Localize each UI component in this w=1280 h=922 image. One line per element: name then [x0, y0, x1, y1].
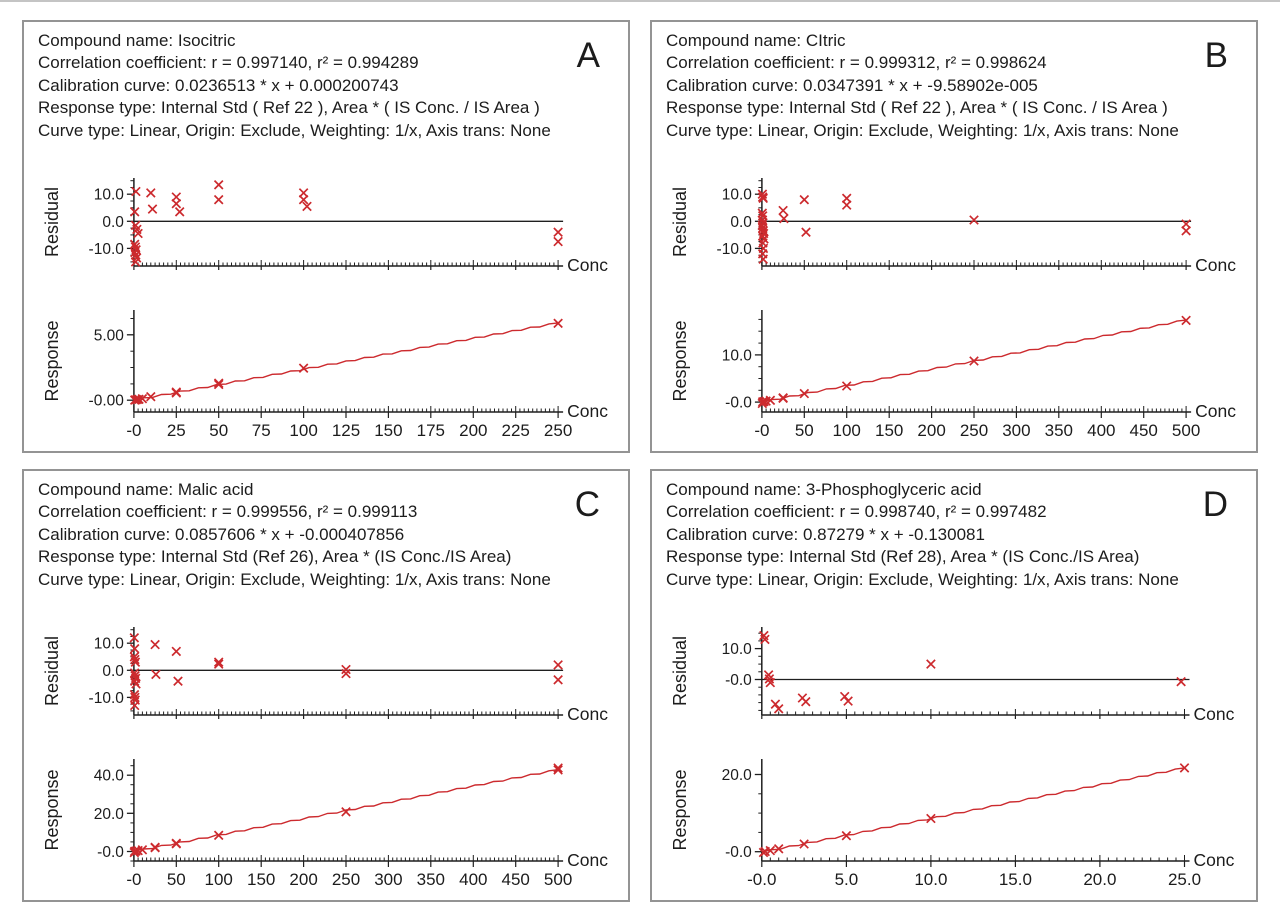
- axis-titles: [670, 770, 1235, 871]
- x-tick-label: 225: [501, 421, 530, 441]
- x-tick-label: 400: [459, 870, 488, 890]
- y-axis-title: Response: [42, 320, 62, 402]
- x-tick-label: 250: [543, 421, 573, 441]
- x-tick-label: 500: [543, 870, 573, 890]
- data-point-marker: [1177, 678, 1185, 686]
- data-point-marker: [151, 640, 159, 648]
- response-type: Response type: Internal Std (Ref 26), Area * (IS Conc./IS Area): [38, 547, 512, 567]
- data-point-marker: [927, 814, 935, 822]
- y-tick-label: -10.0: [88, 240, 124, 258]
- x-tick-label: 50: [794, 421, 814, 441]
- calibration-curve-equation: Calibration curve: 0.0236513 * x + 0.000200743: [38, 75, 399, 95]
- x-tick-label: 150: [247, 870, 276, 890]
- data-point-marker: [215, 181, 223, 189]
- y-tick-label: 20.0: [93, 805, 124, 823]
- data-point-marker: [802, 228, 810, 236]
- panel-header: [38, 30, 628, 142]
- ticks: [94, 766, 573, 889]
- x-axis-title: Conc: [567, 255, 608, 276]
- x-tick-label: -0: [126, 421, 142, 441]
- data-point-marker: [844, 697, 852, 705]
- data-point-marker: [779, 206, 787, 214]
- data-point-marker: [554, 237, 562, 245]
- y-tick-label: 0.0: [102, 662, 124, 680]
- axes: [762, 627, 1190, 715]
- ticks: [89, 630, 559, 719]
- data-point-marker: [927, 660, 935, 668]
- panel-header: [666, 479, 1256, 591]
- y-tick-label: -10.0: [88, 689, 124, 707]
- axis-titles: [42, 321, 608, 422]
- axes: [762, 759, 1190, 861]
- data-point-marker: [1182, 227, 1190, 235]
- y-axis-title: Residual: [670, 636, 690, 707]
- data-points: [758, 316, 1190, 408]
- x-tick-label: 10.0: [914, 870, 948, 890]
- x-tick-label: 150: [875, 421, 904, 441]
- fit-line: [762, 768, 1185, 852]
- panel-letter: D: [1202, 485, 1228, 524]
- residual-plot-c: [38, 621, 626, 731]
- axes: [762, 310, 1191, 412]
- x-tick-label: 350: [416, 870, 445, 890]
- response-plot-b: [666, 304, 1254, 448]
- data-points: [131, 181, 563, 267]
- data-point-marker: [147, 189, 155, 197]
- y-axis-title: Response: [670, 320, 690, 402]
- x-tick-label: 250: [331, 870, 361, 890]
- x-tick-label: 300: [1002, 421, 1031, 441]
- y-tick-label: 10.0: [721, 186, 752, 204]
- response-plot-a: [38, 304, 626, 448]
- fit-line: [134, 323, 558, 400]
- y-tick-label: -0.00: [88, 392, 124, 410]
- x-axis-title: Conc: [1193, 850, 1235, 871]
- y-tick-label: -0.0: [97, 844, 124, 862]
- calibration-curve-equation: Calibration curve: 0.0857606 * x + -0.000407856: [38, 524, 405, 544]
- ticks: [717, 181, 1187, 270]
- calibration-curve-equation: Calibration curve: 0.0347391 * x + -9.58902e-005: [666, 75, 1038, 95]
- x-tick-label: 50: [166, 870, 186, 890]
- data-point-marker: [131, 208, 139, 216]
- axis-titles: [670, 321, 1236, 422]
- y-tick-label: -10.0: [716, 240, 752, 258]
- data-point-marker: [172, 647, 180, 655]
- calibration-figure: [0, 2, 1280, 922]
- panel-header: [38, 479, 628, 591]
- data-point-marker: [131, 701, 139, 709]
- x-tick-label: 100: [204, 870, 233, 890]
- data-point-marker: [843, 201, 851, 209]
- data-point-marker: [148, 205, 156, 213]
- residual-plot-a: [38, 172, 626, 282]
- response-type: Response type: Internal Std ( Ref 22 ), Area * ( IS Conc. / IS Area ): [666, 98, 1168, 118]
- x-axis-title: Conc: [1195, 401, 1236, 422]
- y-tick-label: -0.0: [725, 394, 752, 412]
- correlation-coefficient: Correlation coefficient: r = 0.998740, r² = 0.997482: [666, 502, 1047, 522]
- panel-letter: B: [1204, 36, 1228, 75]
- data-points: [760, 631, 1186, 713]
- x-tick-label: 450: [1129, 421, 1158, 441]
- x-tick-label: 20.0: [1083, 870, 1117, 890]
- compound-name: Compound name: Isocitric: [38, 31, 236, 50]
- y-tick-label: 10.0: [721, 641, 752, 659]
- x-tick-label: 175: [416, 421, 445, 441]
- y-tick-label: 10.0: [93, 186, 124, 204]
- x-tick-label: 350: [1044, 421, 1073, 441]
- data-point-marker: [800, 196, 808, 204]
- y-axis-title: Response: [670, 769, 690, 851]
- x-tick-label: 15.0: [998, 870, 1032, 890]
- data-point-marker: [554, 661, 562, 669]
- curve-type: Curve type: Linear, Origin: Exclude, Weighting: 1/x, Axis trans: None: [666, 120, 1179, 140]
- panel-a: [22, 20, 630, 453]
- x-axis-title: Conc: [567, 401, 608, 422]
- x-tick-label: -0.0: [747, 870, 777, 890]
- data-point-marker: [554, 676, 562, 684]
- correlation-coefficient: Correlation coefficient: r = 0.997140, r² = 0.994289: [38, 53, 419, 73]
- data-point-marker: [174, 677, 182, 685]
- data-point-marker: [802, 698, 810, 706]
- correlation-coefficient: Correlation coefficient: r = 0.999312, r² = 0.998624: [666, 53, 1047, 73]
- calibration-curve-equation: Calibration curve: 0.87279 * x + -0.130081: [666, 524, 985, 544]
- ticks: [89, 181, 559, 270]
- y-tick-label: -0.0: [725, 672, 752, 690]
- x-axis-title: Conc: [1195, 255, 1236, 276]
- response-type: Response type: Internal Std (Ref 28), Area * (IS Conc./IS Area): [666, 547, 1140, 567]
- data-points: [758, 190, 1190, 263]
- panel-d: [650, 469, 1258, 902]
- data-point-marker: [172, 200, 180, 208]
- ticks: [722, 633, 1185, 719]
- data-point-marker: [800, 389, 808, 397]
- panel-c: [22, 469, 630, 902]
- x-tick-label: 50: [209, 421, 229, 441]
- x-tick-label: 125: [331, 421, 361, 441]
- compound-name: Compound name: 3-Phosphoglyceric acid: [666, 480, 982, 499]
- y-tick-label: 10.0: [93, 635, 124, 653]
- response-plot-d: [666, 753, 1254, 897]
- y-tick-label: 10.0: [721, 347, 752, 365]
- data-point-marker: [970, 216, 978, 224]
- y-tick-label: 0.0: [730, 213, 752, 231]
- x-tick-label: 200: [459, 421, 488, 441]
- axis-titles: [670, 187, 1236, 275]
- compound-name: Compound name: CItric: [666, 31, 846, 50]
- data-point-marker: [342, 808, 350, 816]
- y-axis-title: Residual: [42, 187, 62, 258]
- y-tick-label: 20.0: [721, 767, 752, 785]
- response-plot-c: [38, 753, 626, 897]
- data-points: [130, 634, 562, 710]
- panel-b: [650, 20, 1258, 453]
- data-point-marker: [152, 670, 160, 678]
- x-tick-label: 5.0: [834, 870, 859, 890]
- x-tick-label: 75: [251, 421, 271, 441]
- data-points: [759, 764, 1188, 857]
- residual-plot-d: [666, 621, 1254, 731]
- x-tick-label: 100: [289, 421, 318, 441]
- axis-titles: [42, 767, 608, 871]
- correlation-coefficient: Correlation coefficient: r = 0.999556, r² = 0.999113: [38, 502, 418, 522]
- axes: [134, 178, 563, 266]
- curve-type: Curve type: Linear, Origin: Exclude, Weighting: 1/x, Axis trans: None: [666, 569, 1179, 589]
- curve-type: Curve type: Linear, Origin: Exclude, Weighting: 1/x, Axis trans: None: [38, 120, 551, 140]
- panel-letter: C: [574, 485, 600, 524]
- x-tick-label: 450: [501, 870, 530, 890]
- data-point-marker: [215, 379, 223, 387]
- ticks: [722, 767, 1201, 889]
- response-type: Response type: Internal Std ( Ref 22 ), Area * ( IS Conc. / IS Area ): [38, 98, 540, 118]
- y-axis-title: Response: [42, 769, 62, 851]
- data-point-marker: [779, 394, 787, 402]
- y-tick-label: 5.00: [93, 327, 124, 345]
- y-axis-title: Residual: [670, 187, 690, 258]
- data-point-marker: [771, 700, 779, 708]
- curve-type: Curve type: Linear, Origin: Exclude, Weighting: 1/x, Axis trans: None: [38, 569, 551, 589]
- residual-plot-b: [666, 172, 1254, 282]
- panel-header: [666, 30, 1256, 142]
- x-tick-label: 500: [1171, 421, 1201, 441]
- y-axis-title: Residual: [42, 636, 62, 707]
- ticks: [89, 319, 573, 441]
- compound-name: Compound name: Malic acid: [38, 480, 254, 499]
- panel-letter: A: [576, 36, 600, 75]
- data-point-marker: [132, 187, 140, 195]
- x-tick-label: 25: [166, 421, 186, 441]
- x-tick-label: -0: [754, 421, 770, 441]
- y-tick-label: 40.0: [93, 767, 124, 785]
- x-tick-label: 300: [374, 870, 403, 890]
- data-point-marker: [131, 645, 139, 653]
- ticks: [722, 319, 1201, 440]
- axis-titles: [42, 636, 608, 724]
- x-tick-label: 400: [1087, 421, 1116, 441]
- y-tick-label: -0.0: [725, 844, 752, 862]
- axis-titles: [42, 187, 608, 275]
- data-point-marker: [554, 228, 562, 236]
- x-tick-label: 150: [374, 421, 403, 441]
- data-points: [131, 319, 563, 404]
- x-axis-title: Conc: [567, 704, 608, 725]
- x-tick-label: 100: [832, 421, 861, 441]
- y-tick-label: 0.0: [102, 213, 124, 231]
- x-tick-label: 200: [289, 870, 318, 890]
- x-tick-label: 250: [959, 421, 989, 441]
- data-point-marker: [759, 255, 767, 263]
- x-axis-title: Conc: [567, 850, 608, 871]
- x-tick-label: 25.0: [1167, 870, 1202, 890]
- data-point-marker: [176, 208, 184, 216]
- x-tick-label: 200: [917, 421, 946, 441]
- x-axis-title: Conc: [1193, 704, 1235, 725]
- x-tick-label: -0: [126, 870, 142, 890]
- data-point-marker: [215, 196, 223, 204]
